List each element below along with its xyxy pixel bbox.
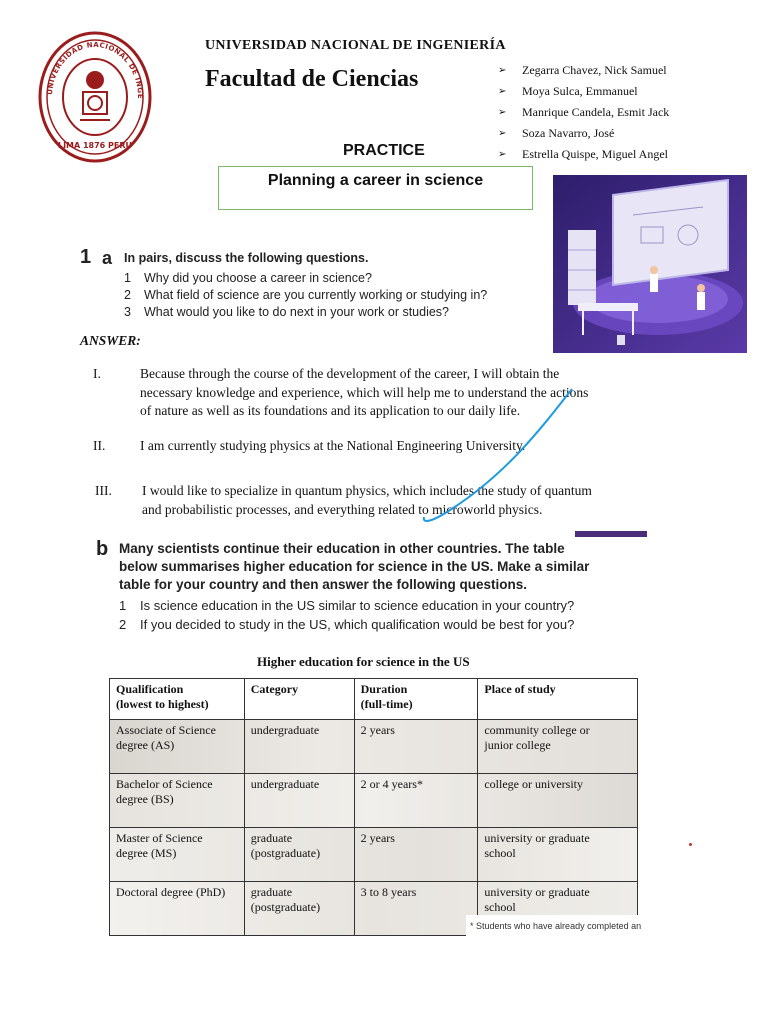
university-seal	[38, 30, 152, 164]
team-members-list	[498, 60, 669, 165]
exercise-number: 1	[80, 246, 92, 268]
answer-item: I. Because through the course of the development of the career, I will obtain the necessary knowledge and experience, which will help me to understand the actions of nature as well as its foundations and its application to our daily life.	[93, 366, 589, 418]
table-cell: 2 years	[354, 828, 478, 882]
question-item: 2 What field of science are you currently working or studying in?	[124, 288, 488, 302]
exercise-letter-b: b	[96, 538, 109, 560]
question-item: 2 If you decided to study in the US, which qualification would be best for you?	[119, 617, 575, 632]
table-row	[110, 828, 638, 882]
exercise-b-questions	[119, 598, 574, 636]
table-cell: graduate (postgraduate)	[244, 882, 354, 936]
member-item: ➢ Soza Navarro, José	[498, 126, 615, 140]
exercise-b-paragraph: Many scientists continue their education in other countries. The table below summarises higher education for science in the US. Make a similar table for your country and then answer the following questions.	[119, 541, 590, 592]
table-title: Higher education for science in the US	[257, 654, 470, 669]
answer-label: ANSWER:	[80, 333, 141, 348]
table-cell: undergraduate	[244, 774, 354, 828]
higher-education-table	[109, 678, 638, 936]
table-row	[110, 774, 638, 828]
answer-item: III. I would like to specialize in quantum physics, which includes the study of quantum and probabilistic processes, and everything related to microworld physics.	[95, 483, 592, 517]
table-cell: community college or junior college	[478, 720, 638, 774]
answer-item: II. I am currently studying physics at the National Engineering University.	[93, 438, 526, 453]
table-cell: college or university	[478, 774, 638, 828]
table-header-row	[110, 679, 638, 720]
table-cell: 2 years	[354, 720, 478, 774]
arrow-bullet-icon: ➢	[498, 128, 507, 139]
arrow-bullet-icon: ➢	[498, 65, 507, 76]
table-cell: undergraduate	[244, 720, 354, 774]
table-footnote: * Students who have already completed an	[466, 915, 650, 939]
arrow-bullet-icon: ➢	[498, 107, 507, 118]
exercise-letter-a: a	[102, 248, 113, 268]
table-cell: Associate of Science degree (AS)	[110, 720, 245, 774]
member-item: ➢ Estrella Quispe, Miguel Angel	[498, 147, 668, 161]
column-header: Qualification (lowest to highest)	[110, 679, 245, 720]
column-header: Category	[244, 679, 354, 720]
purple-bar	[575, 531, 647, 537]
column-header: Duration (full-time)	[354, 679, 478, 720]
exercise-a-instruction: In pairs, discuss the following questions.	[124, 251, 369, 265]
arrow-bullet-icon: ➢	[498, 149, 507, 160]
table-row	[110, 720, 638, 774]
practice-label: PRACTICE	[343, 142, 425, 159]
table-cell: 3 to 8 years	[354, 882, 478, 936]
column-header: Place of study	[478, 679, 638, 720]
question-item: 1 Why did you choose a career in science?	[124, 271, 372, 285]
table-cell: Bachelor of Science degree (BS)	[110, 774, 245, 828]
member-item: ➢ Manrique Candela, Esmit Jack	[498, 105, 670, 119]
practice-title: Planning a career in science	[267, 172, 484, 189]
university-name: UNIVERSIDAD NACIONAL DE INGENIERÍA	[205, 38, 506, 53]
table-cell: 2 or 4 years*	[354, 774, 478, 828]
red-mark	[689, 843, 692, 846]
table-cell: Doctoral degree (PhD)	[110, 882, 245, 936]
member-item: ➢ Zegarra Chavez, Nick Samuel	[498, 63, 667, 77]
question-item: 3 What would you like to do next in your work or studies?	[124, 305, 450, 319]
lab-illustration	[553, 175, 747, 353]
table-cell: university or graduate school	[478, 828, 638, 882]
svg-text:UNIVERSIDAD NACIONAL DE INGENI: UNIVERSIDAD NACIONAL DE INGE	[45, 40, 145, 100]
table-cell: Master of Science degree (MS)	[110, 828, 245, 882]
exercise-a-questions	[124, 271, 487, 322]
arrow-bullet-icon: ➢	[498, 86, 507, 97]
faculty-name: Facultad de Ciencias	[205, 66, 419, 92]
question-item: 1 Is science education in the US similar to science education in your country?	[119, 598, 575, 613]
svg-text:LIMA 1876 PERU: LIMA 1876 PERU	[57, 141, 133, 150]
practice-title-box	[218, 166, 533, 210]
table-cell: graduate (postgraduate)	[244, 828, 354, 882]
pen-annotation-line	[410, 385, 580, 530]
table-cell: university or graduate school	[478, 882, 638, 936]
member-item: ➢ Moya Sulca, Emmanuel	[498, 84, 638, 98]
